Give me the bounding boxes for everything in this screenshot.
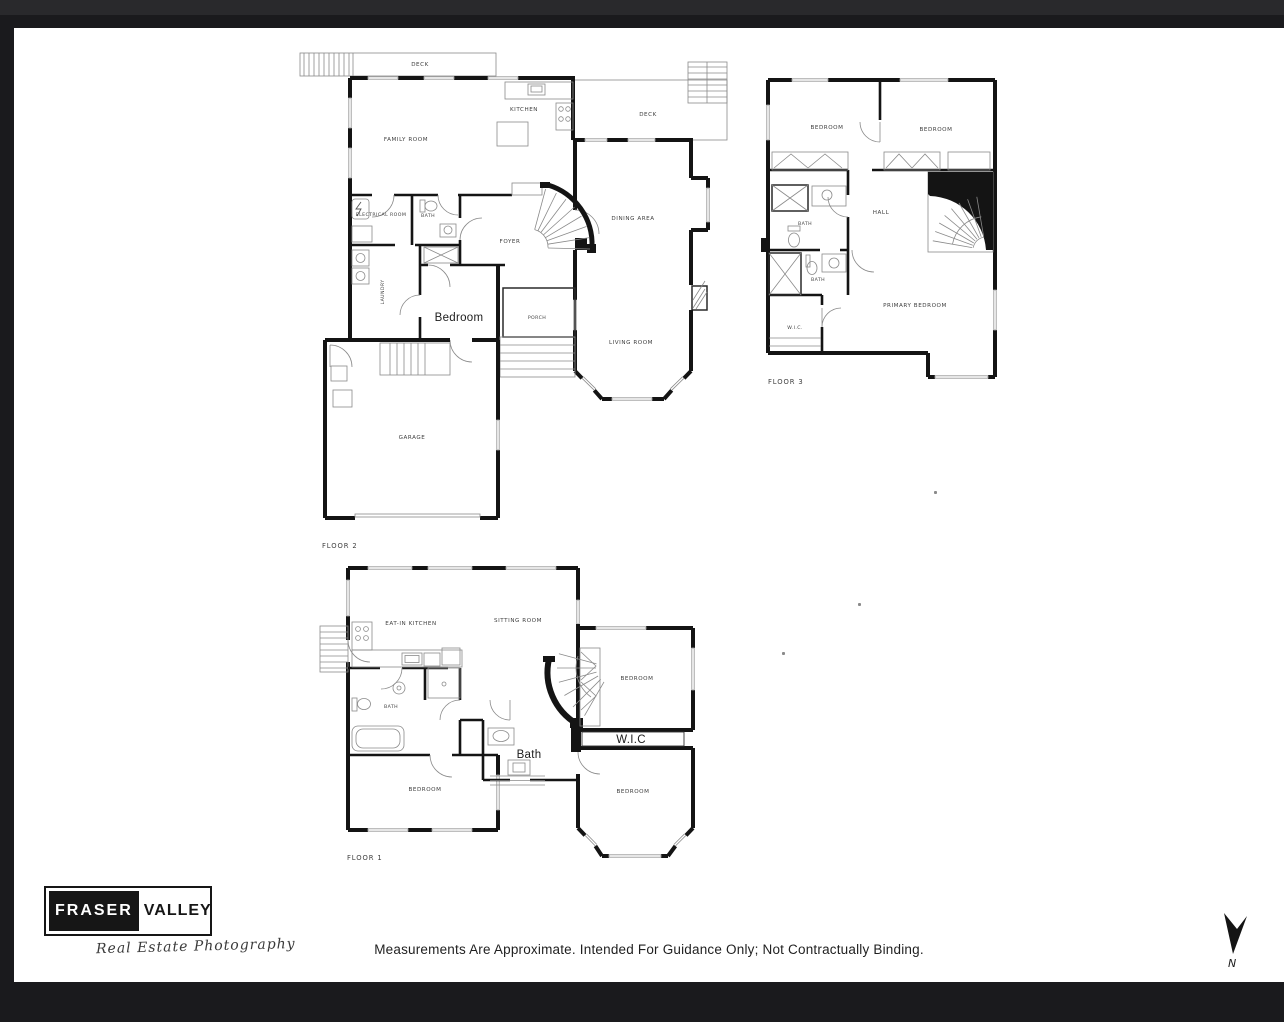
room-label-family-room: FAMILY ROOM bbox=[383, 137, 429, 143]
room-label-garage: GARAGE bbox=[398, 435, 426, 441]
brand-logo-box bbox=[44, 886, 212, 936]
floor2-deck-left bbox=[300, 53, 496, 76]
floor1-kitchen-fixtures bbox=[352, 622, 462, 667]
floor2-laundry-fixtures bbox=[352, 250, 369, 284]
floor3-staircase bbox=[928, 172, 993, 252]
brand-name-secondary: VALLEY bbox=[143, 902, 212, 919]
room-label-wic-overlay: W.I.C bbox=[616, 734, 646, 746]
floor3-bath-fixtures bbox=[788, 186, 846, 275]
room-label-bath-upper: BATH bbox=[797, 222, 813, 227]
floor1-exterior-walls bbox=[347, 567, 694, 857]
floorplan-floor2 bbox=[298, 48, 730, 553]
floor3-label: FLOOR 3 bbox=[768, 378, 804, 386]
room-label-bedroom-overlay: Bedroom bbox=[434, 312, 484, 324]
room-label-bedroom-left: BEDROOM bbox=[810, 125, 844, 131]
compass-north-label: N bbox=[1228, 957, 1237, 970]
room-label-bedroom-sw: BEDROOM bbox=[408, 787, 442, 793]
room-label-bath-left: BATH bbox=[383, 705, 399, 710]
disclaimer-text: Measurements Are Approximate. Intended For Guidance Only; Not Contractually Binding. bbox=[374, 942, 924, 957]
floorplan-floor3 bbox=[755, 75, 1005, 390]
room-label-hall: HALL bbox=[872, 210, 890, 216]
print-speck bbox=[858, 603, 861, 606]
room-label-dining-area: DINING AREA bbox=[611, 216, 655, 222]
floor3-exterior-walls bbox=[761, 79, 996, 378]
room-label-deck-left: DECK bbox=[411, 62, 429, 68]
compass bbox=[1205, 900, 1265, 978]
room-label-laundry: LAUNDRY bbox=[381, 279, 386, 305]
room-label-foyer: FOYER bbox=[499, 239, 521, 245]
room-label-wic: W.I.C. bbox=[787, 326, 803, 331]
floorplan-floor1 bbox=[316, 560, 700, 865]
room-label-bedroom-se: BEDROOM bbox=[616, 789, 650, 795]
floor3-interior-walls bbox=[768, 80, 995, 353]
floor2-porch bbox=[500, 288, 575, 377]
room-label-electrical-room: ELECTRICAL ROOM bbox=[355, 213, 407, 218]
room-label-kitchen: KITCHEN bbox=[509, 107, 539, 113]
room-label-porch: PORCH bbox=[527, 316, 547, 321]
room-label-living-room: LIVING ROOM bbox=[608, 340, 654, 346]
room-label-bedroom-right: BEDROOM bbox=[919, 127, 953, 133]
floor1-exterior-stairs bbox=[320, 626, 348, 672]
floor2-exterior-walls bbox=[349, 77, 709, 400]
floor1-label: FLOOR 1 bbox=[347, 854, 383, 862]
brand-tagline: Real Estate Photography bbox=[95, 935, 296, 958]
print-speck bbox=[934, 491, 937, 494]
print-speck bbox=[782, 652, 785, 655]
room-label-bath-overlay: Bath bbox=[516, 749, 542, 761]
room-label-bath-ensuite: BATH bbox=[810, 278, 826, 283]
floor3-room-labels bbox=[768, 125, 953, 386]
floor2-deck-right bbox=[573, 62, 727, 140]
room-label-bedroom-ne: BEDROOM bbox=[620, 676, 654, 682]
floorplan-page bbox=[14, 28, 1284, 982]
floor1-closet-ne bbox=[580, 648, 600, 726]
room-label-bath: BATH bbox=[420, 214, 436, 219]
room-label-eat-in-kitchen: EAT-IN KITCHEN bbox=[385, 621, 437, 627]
floor2-garage bbox=[325, 340, 499, 518]
floor1-bath-left-fixtures bbox=[352, 668, 460, 751]
floor2-label: FLOOR 2 bbox=[322, 542, 358, 550]
brand-name-primary: FRASER bbox=[49, 891, 139, 931]
north-arrow-icon bbox=[1224, 913, 1247, 954]
floor2-room-labels bbox=[322, 62, 657, 550]
room-label-deck-right: DECK bbox=[639, 112, 657, 118]
window-top-band bbox=[0, 0, 1284, 15]
room-label-primary-bedroom: PRIMARY BEDROOM bbox=[883, 303, 947, 309]
room-label-sitting-room: SITTING ROOM bbox=[493, 618, 543, 624]
floor2-electrical-fixtures bbox=[352, 199, 372, 242]
floor2-kitchen-fixtures bbox=[497, 82, 573, 146]
